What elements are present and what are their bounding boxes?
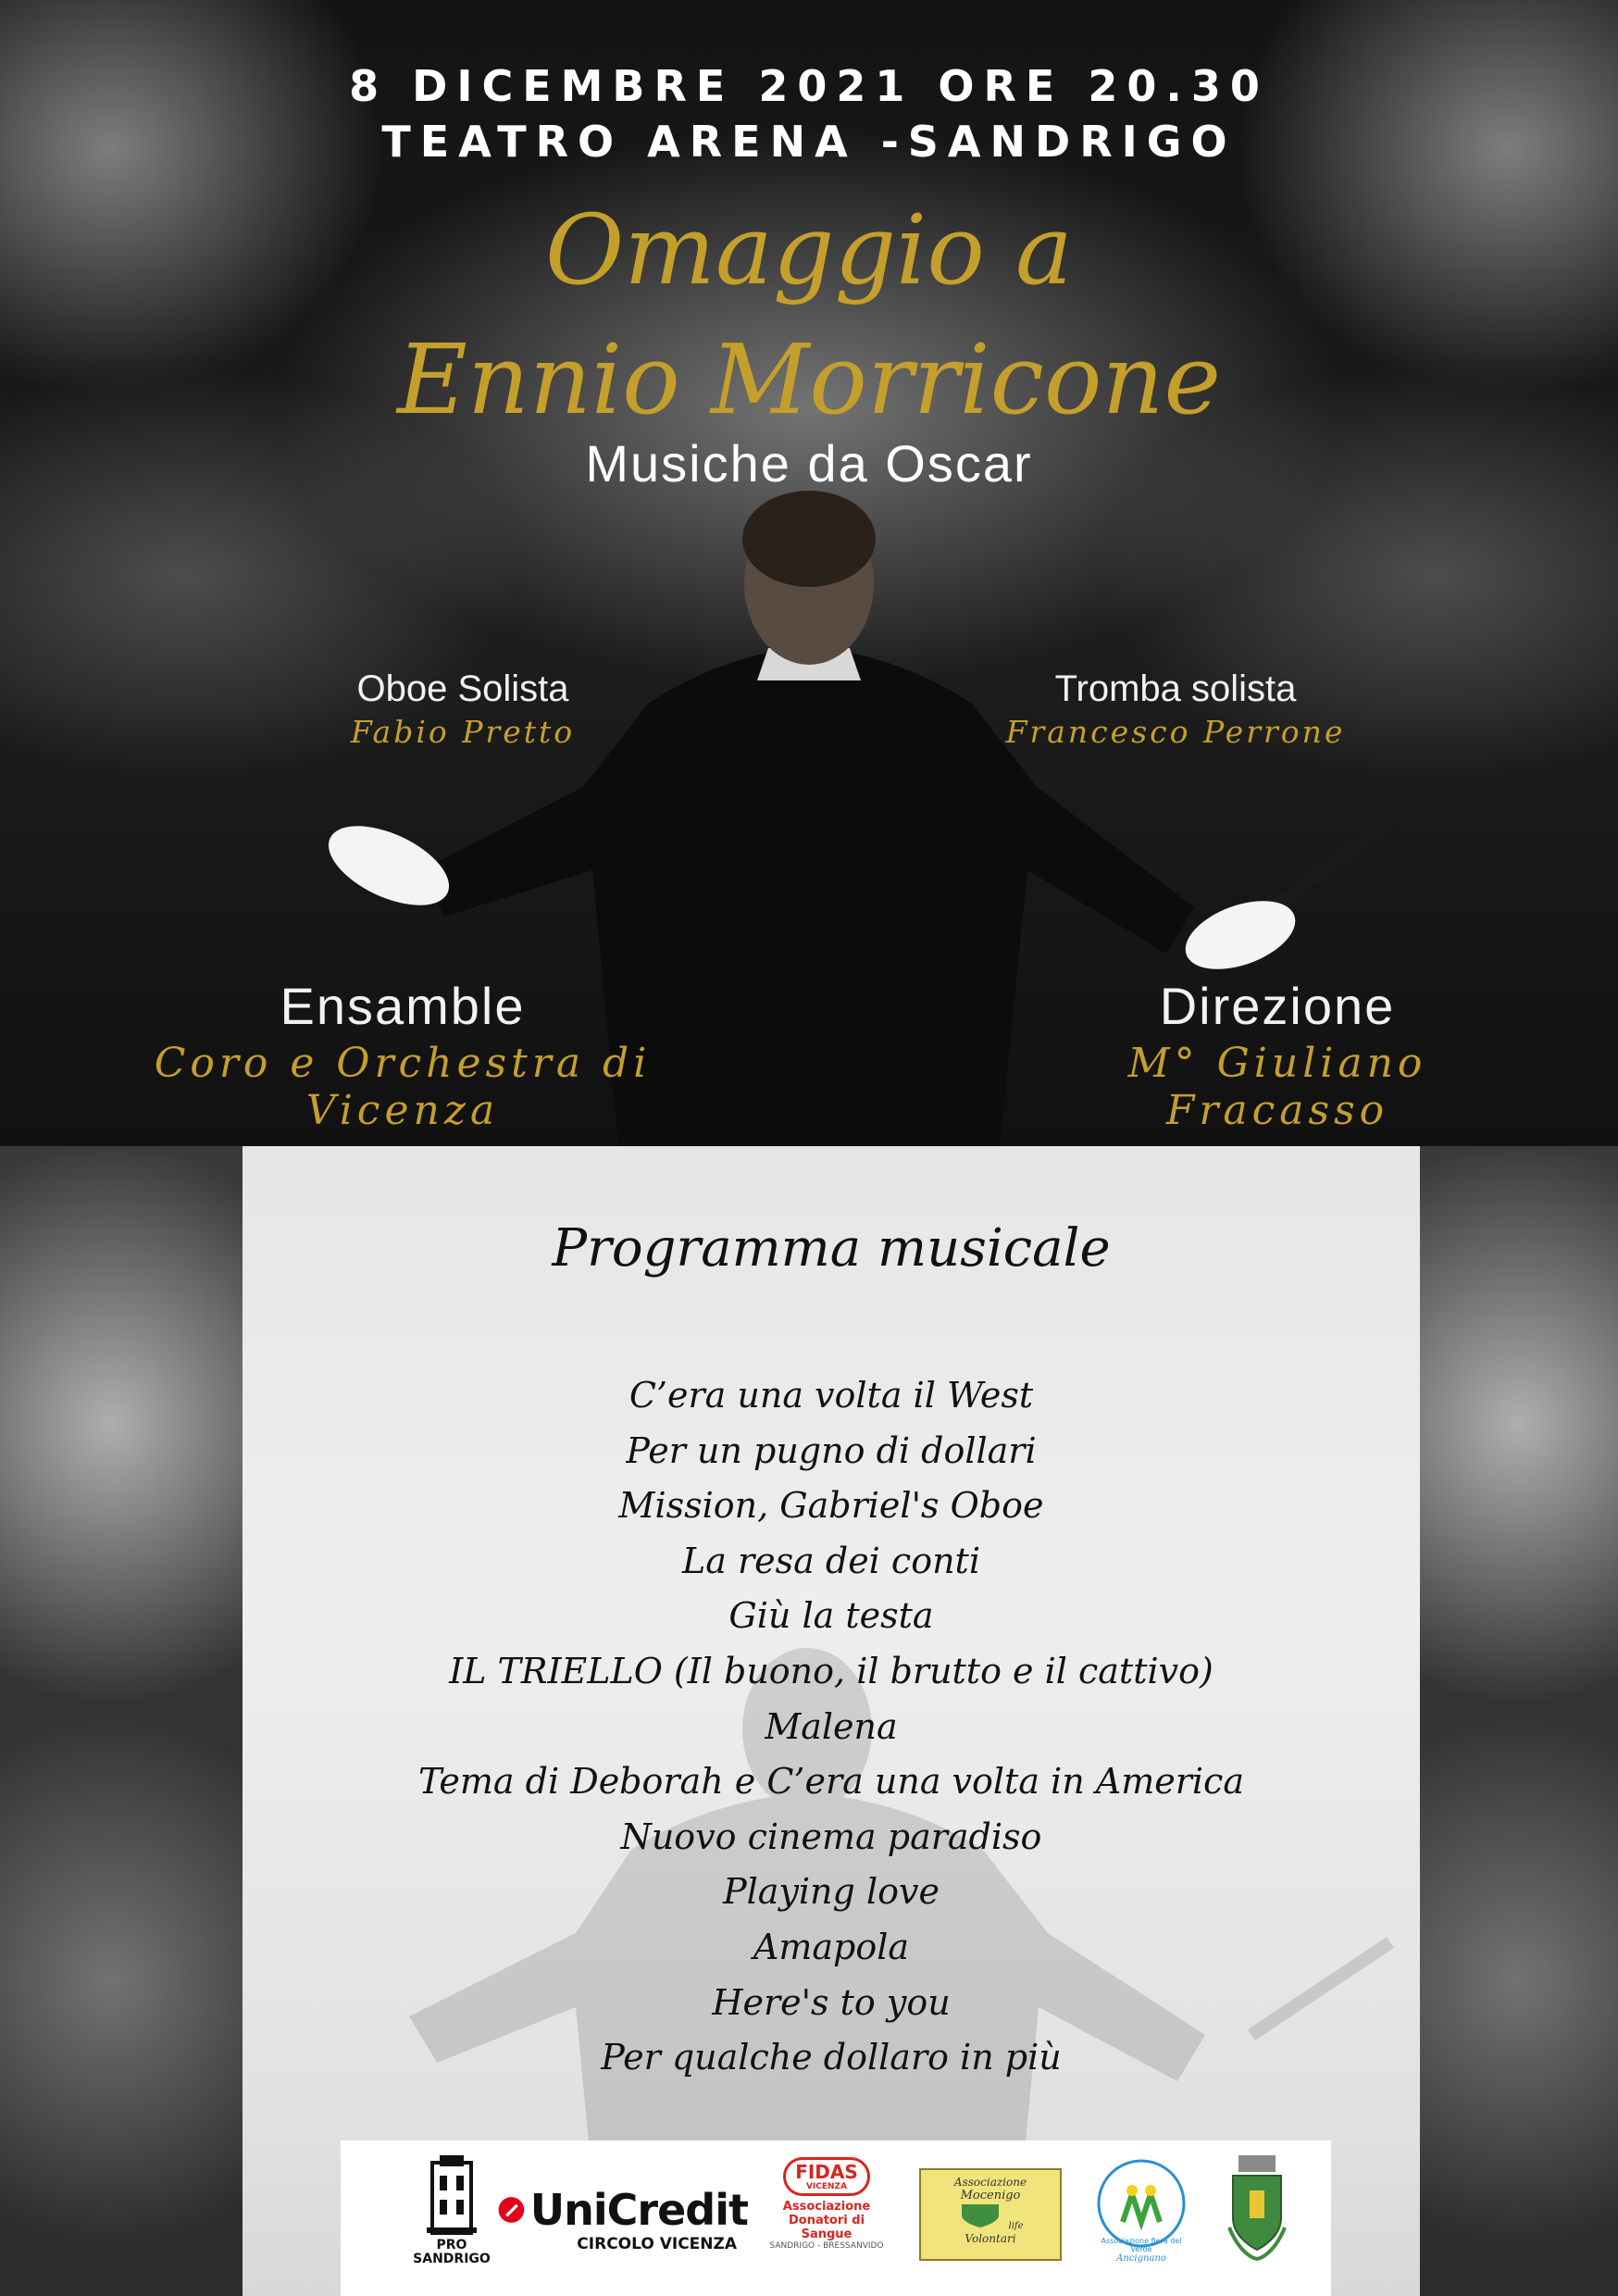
program-item: La resa dei conti bbox=[682, 1540, 980, 1581]
pro-sandrigo-line1: PRO bbox=[436, 2238, 467, 2252]
mocenigo-line2: Mocenigo bbox=[960, 2189, 1021, 2202]
coat-of-arms-icon bbox=[1224, 2153, 1290, 2265]
mocenigo-line3: Volontari bbox=[965, 2232, 1016, 2245]
oboe-label: Oboe Solista bbox=[356, 668, 569, 709]
fidas-badge-sub: VICENZA bbox=[805, 2182, 848, 2191]
shield-icon bbox=[957, 2202, 1003, 2228]
fiera-ring-text: Associazione fiera del Verde bbox=[1101, 2237, 1182, 2253]
fidas-badge bbox=[783, 2157, 870, 2196]
program-item: Amapola bbox=[753, 1926, 910, 1967]
oboe-soloist bbox=[305, 668, 620, 750]
program-item: C’era una volta il West bbox=[629, 1375, 1034, 1416]
program-section bbox=[0, 1146, 1618, 2296]
fiera-place: Ancignano bbox=[1116, 2253, 1166, 2264]
unicredit-emblem-icon bbox=[498, 2187, 525, 2233]
ensemble-label: Ensamble bbox=[280, 977, 526, 1035]
program-item: IL TRIELLO (Il buono, il brutto e il cattivo) bbox=[449, 1650, 1214, 1691]
title-line-2: Ennio Morricone bbox=[397, 323, 1221, 436]
subtitle: Musiche da Oscar bbox=[585, 434, 1033, 493]
title-line-1: Omaggio a bbox=[545, 193, 1073, 306]
fidas-line1: Associazione bbox=[782, 2200, 871, 2214]
trumpet-name: Francesco Perrone bbox=[1005, 714, 1346, 750]
pro-sandrigo-line2: SANDRIGO bbox=[413, 2252, 491, 2266]
program-item: Nuovo cinema paradiso bbox=[620, 1816, 1042, 1857]
program-item: Here's to you bbox=[712, 1981, 951, 2023]
event-venue: TEATRO ARENA -SANDRIGO bbox=[381, 117, 1237, 167]
trumpet-label: Tromba solista bbox=[1054, 668, 1297, 709]
ensemble-name: Coro e Orchestra di Vicenza bbox=[154, 1040, 652, 1134]
program-item: Per qualche dollaro in più bbox=[601, 2037, 1062, 2078]
program-list bbox=[243, 1368, 1420, 2086]
conductor-figure bbox=[0, 0, 1618, 1146]
fidas-badge-text: FIDAS bbox=[795, 2161, 858, 2183]
program-item: Mission, Gabriel's Oboe bbox=[618, 1485, 1044, 1527]
direction-name: M° Giuliano Fracasso bbox=[1127, 1040, 1427, 1134]
sponsor-bar bbox=[341, 2140, 1331, 2296]
flower-emblem-icon bbox=[1095, 2157, 1188, 2250]
fidas-logo bbox=[762, 2157, 891, 2251]
fidas-line3: SANDRIGO - BRESSANVIDO bbox=[769, 2241, 884, 2251]
program-item: Per un pugno di dollari bbox=[626, 1429, 1037, 1471]
direction-block bbox=[1009, 976, 1546, 1134]
ensemble-block bbox=[65, 976, 741, 1134]
program-item: Tema di Deborah e C’era una volta in America bbox=[418, 1761, 1244, 1803]
program-panel bbox=[243, 1146, 1420, 2296]
event-date-time: 8 DICEMBRE 2021 ORE 20.30 bbox=[349, 61, 1269, 111]
mocenigo-tag: life bbox=[1008, 2221, 1024, 2231]
trumpet-soloist bbox=[1000, 668, 1351, 750]
comune-crest bbox=[1220, 2153, 1294, 2268]
program-item: Giù la testa bbox=[728, 1595, 934, 1637]
pro-sandrigo-logo bbox=[396, 2153, 507, 2266]
fidas-line2: Donatori di Sangue bbox=[788, 2214, 865, 2241]
unicredit-logo bbox=[498, 2185, 748, 2253]
direction-label: Direzione bbox=[1159, 977, 1396, 1035]
mocenigo-logo bbox=[919, 2168, 1062, 2261]
unicredit-brand: UniCredit bbox=[529, 2185, 748, 2235]
program-title: Programma musicale bbox=[552, 1218, 1111, 1279]
program-item: Malena bbox=[765, 1705, 898, 1747]
mocenigo-line1: Associazione bbox=[953, 2176, 1027, 2189]
oboe-name: Fabio Pretto bbox=[350, 714, 576, 750]
poster-header bbox=[0, 0, 1618, 1146]
fiera-del-verde-logo bbox=[1090, 2157, 1192, 2264]
unicredit-sub: CIRCOLO VICENZA bbox=[577, 2235, 737, 2253]
tower-icon bbox=[419, 2153, 484, 2235]
program-item: Playing love bbox=[723, 1871, 940, 1913]
